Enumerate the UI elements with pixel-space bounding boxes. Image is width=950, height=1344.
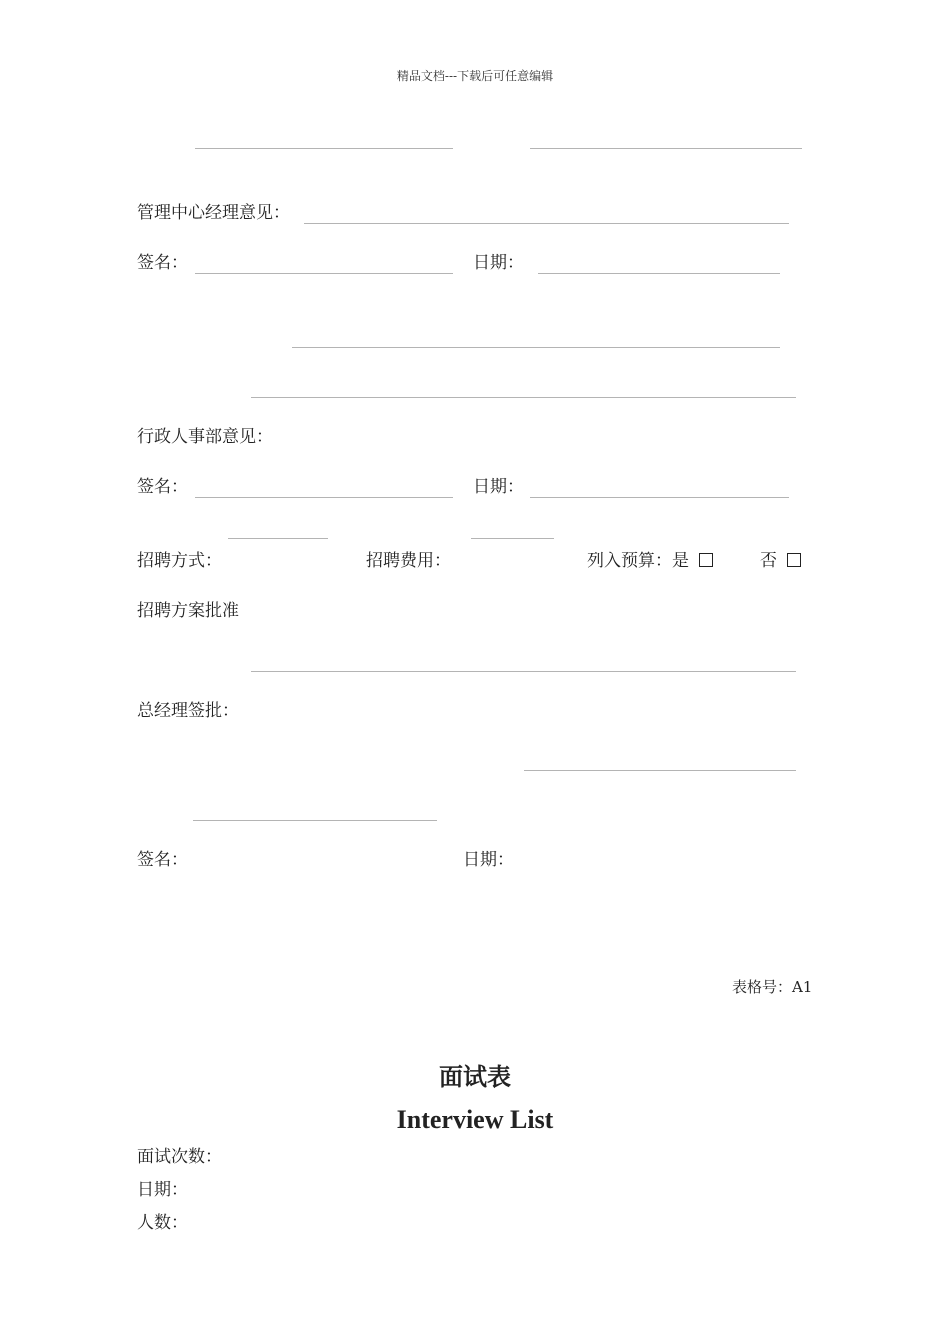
manager-opinion-label: 管理中心经理意见：	[137, 203, 290, 223]
manager-sign-field[interactable]	[195, 273, 453, 274]
form-number: 表格号：A1	[732, 978, 813, 996]
budget-label: 列入预算：是	[587, 551, 689, 571]
budget-yes-checkbox[interactable]	[699, 553, 713, 567]
gm-sign-field[interactable]	[193, 820, 437, 821]
hr-sign-field[interactable]	[195, 497, 453, 498]
budget-yes-option[interactable]	[587, 551, 713, 571]
budget-no-checkbox[interactable]	[787, 553, 801, 567]
interview-date-label: 日期：	[137, 1180, 188, 1200]
gm-date-label: 日期：	[463, 850, 514, 870]
gm-sign-label: 签名：	[137, 850, 188, 870]
interview-title-en: Interview List	[396, 1105, 554, 1134]
recruit-approval-label: 招聘方案批准	[137, 601, 239, 621]
gm-approval-label: 总经理签批：	[137, 701, 239, 721]
interview-title-cn: 面试表	[439, 1063, 511, 1091]
hr-date-label: 日期：	[473, 477, 524, 497]
interview-rounds-label: 面试次数：	[137, 1147, 222, 1167]
blank-line	[251, 671, 796, 672]
page-header: 精品文档---下载后可任意编辑	[396, 69, 554, 83]
manager-date-field[interactable]	[538, 273, 780, 274]
blank-line	[292, 347, 780, 348]
manager-opinion-field[interactable]	[304, 223, 789, 224]
budget-no-label: 否	[760, 551, 777, 571]
budget-no-option[interactable]	[760, 551, 801, 571]
interview-count-label: 人数：	[137, 1213, 188, 1233]
blank-line	[524, 770, 796, 771]
manager-date-label: 日期：	[473, 253, 524, 273]
blank-line	[251, 397, 796, 398]
recruit-method-label: 招聘方式：	[137, 551, 222, 571]
hr-opinion-label: 行政人事部意见：	[137, 427, 273, 447]
manager-sign-label: 签名：	[137, 253, 188, 273]
hr-sign-label: 签名：	[137, 477, 188, 497]
recruit-cost-field[interactable]	[471, 538, 554, 539]
recruit-cost-label: 招聘费用：	[366, 551, 451, 571]
recruit-method-field[interactable]	[228, 538, 328, 539]
blank-line	[530, 148, 802, 149]
blank-line	[195, 148, 453, 149]
hr-date-field[interactable]	[530, 497, 789, 498]
